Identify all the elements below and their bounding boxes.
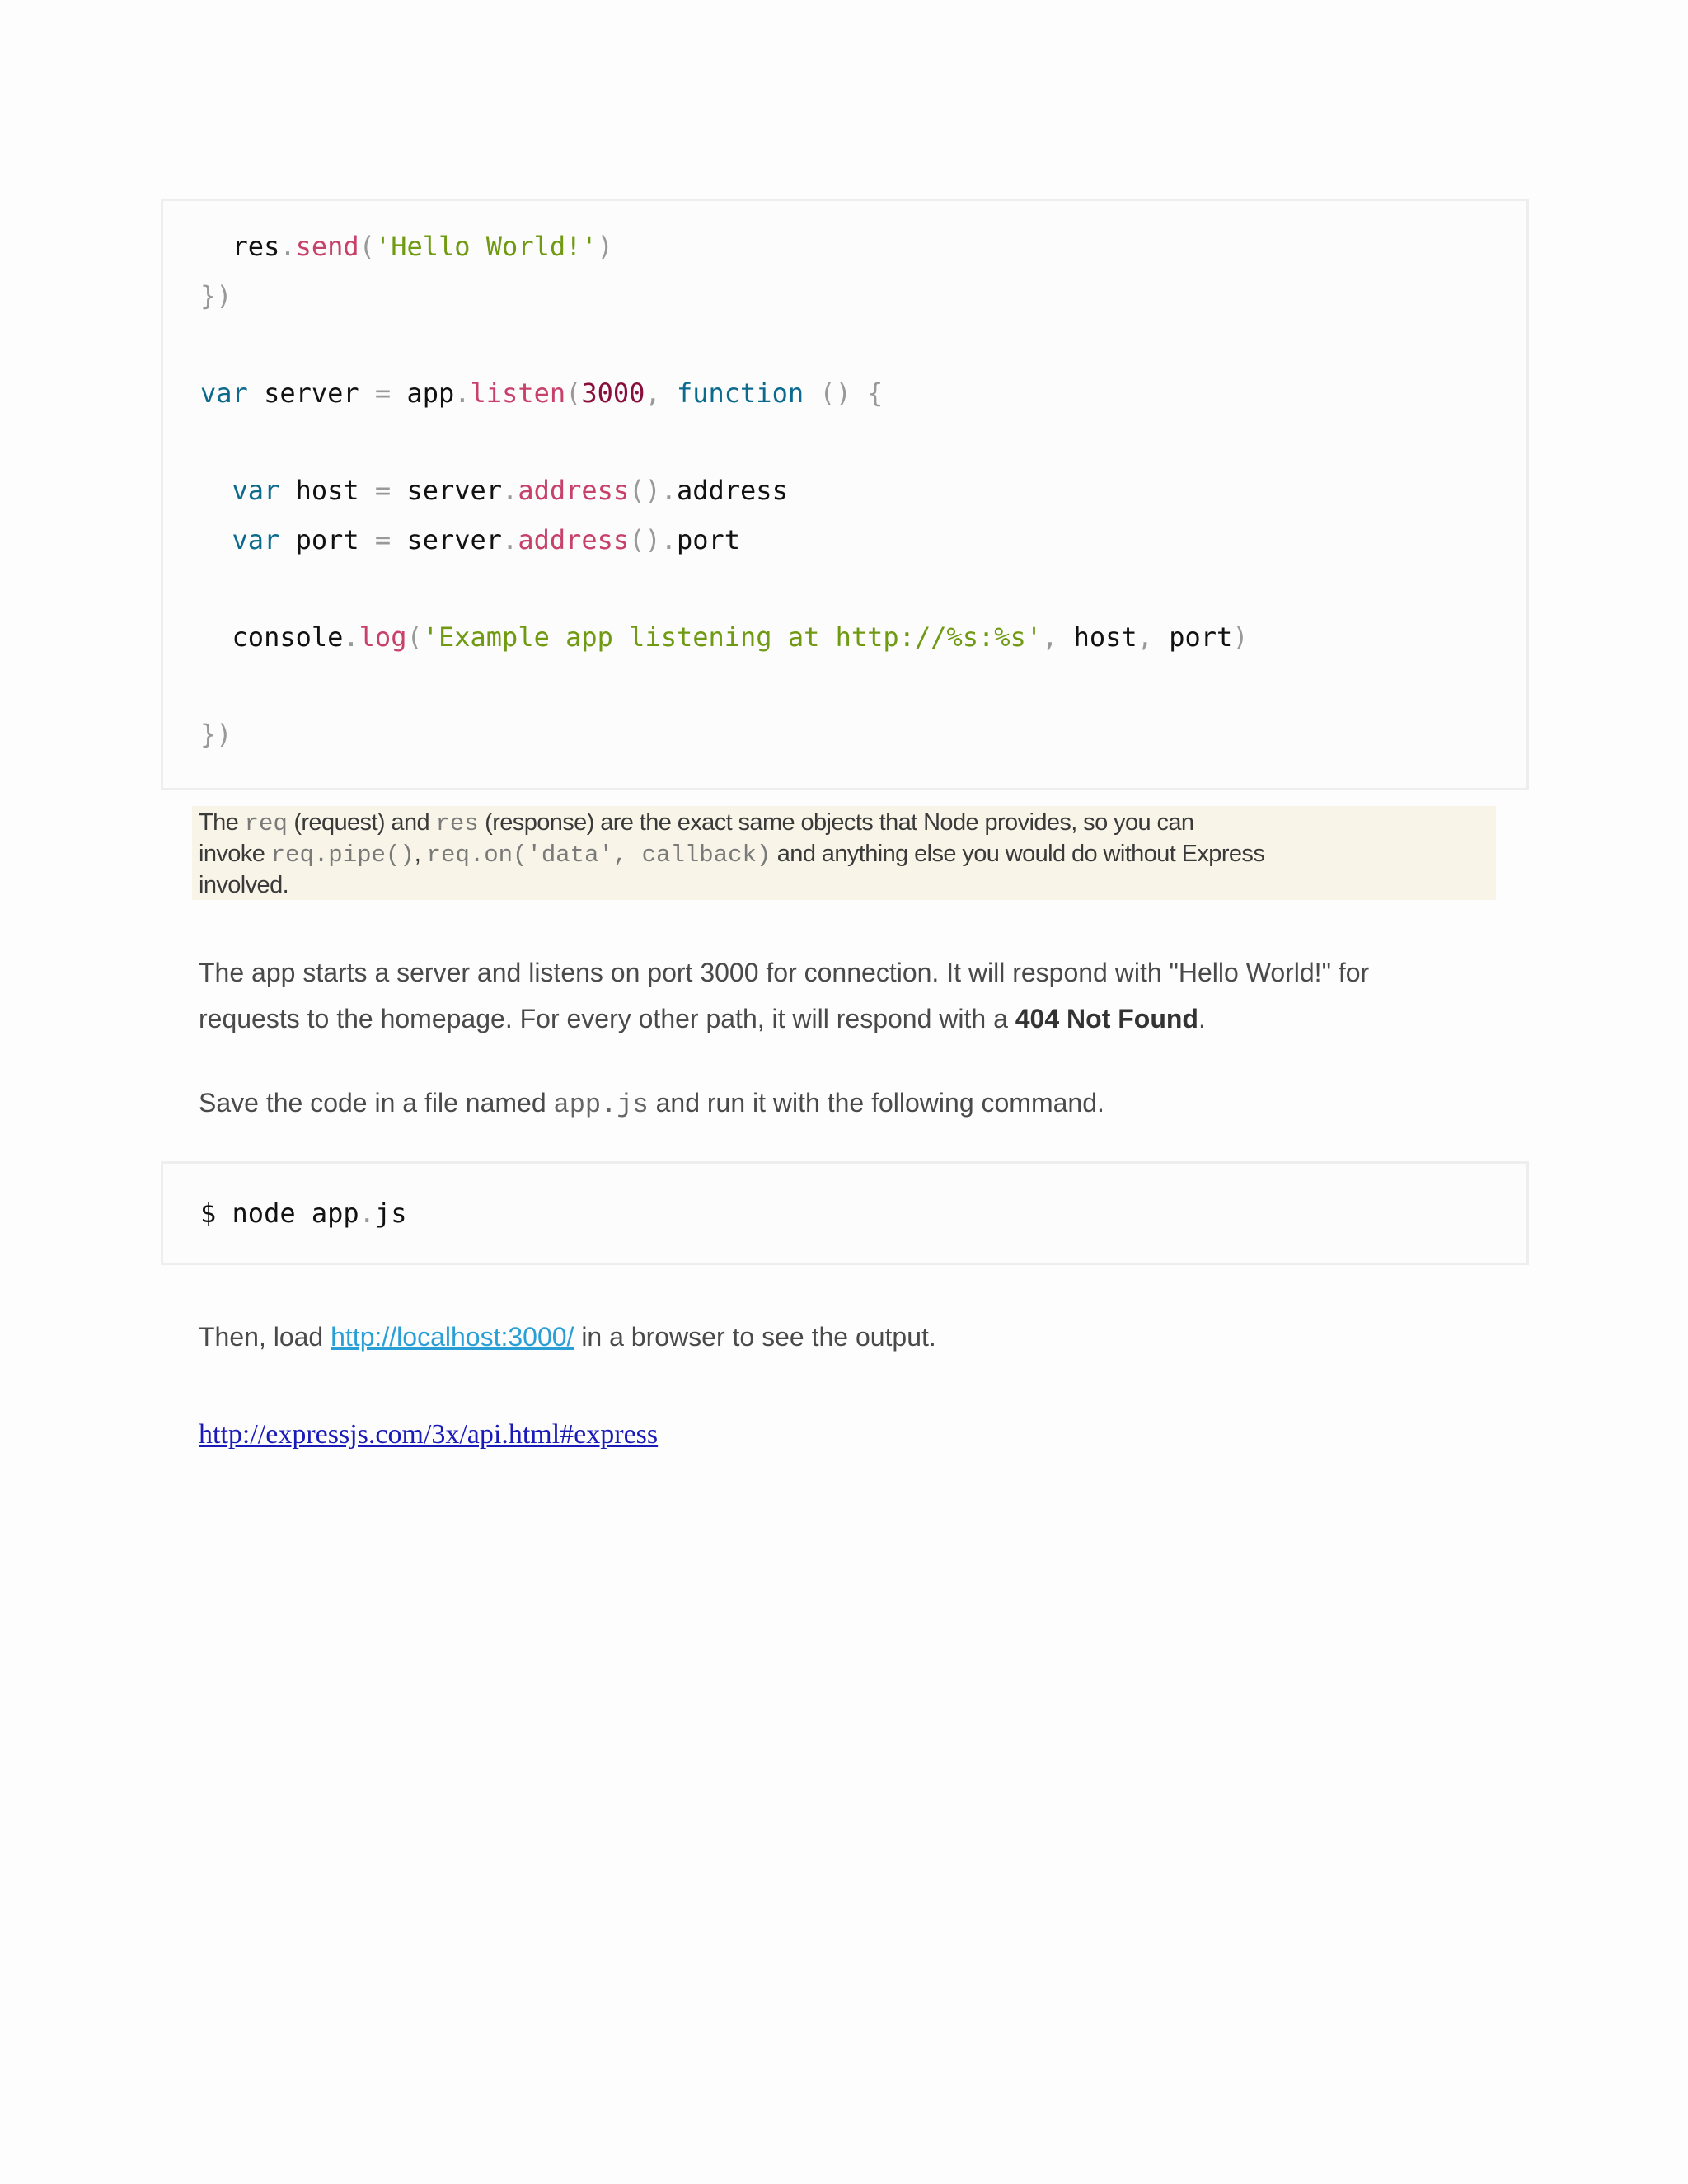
- code-token: address: [676, 475, 788, 506]
- code-line: [200, 278, 232, 314]
- code-token: $ node app: [200, 1197, 359, 1229]
- code-token: js: [374, 1197, 407, 1229]
- code-line: [200, 228, 613, 265]
- code-token: ): [597, 231, 613, 262]
- paragraph-save-code: [199, 1080, 1104, 1128]
- inline-code: res: [435, 810, 479, 837]
- code-line: [200, 716, 232, 752]
- info-note: [192, 806, 1496, 900]
- code-token: .: [359, 1197, 375, 1229]
- code-token: server: [391, 524, 503, 555]
- note-text: ,: [414, 841, 427, 867]
- code-token: var: [200, 475, 280, 506]
- note-line-1: [199, 808, 1489, 839]
- note-text: invoke: [199, 841, 271, 867]
- note-text: (request) and: [287, 809, 436, 836]
- code-block-run-command: [161, 1161, 1529, 1265]
- code-token: send: [295, 231, 359, 262]
- code-token: port: [1152, 621, 1233, 653]
- inline-code: req.on('data', callback): [426, 841, 771, 869]
- note-text: The: [199, 809, 245, 836]
- code-token: =: [374, 524, 392, 555]
- code-token: listen: [470, 377, 566, 409]
- localhost-link[interactable]: http://localhost:3000/: [331, 1322, 574, 1352]
- note-text: and anything else you would do without Express: [771, 841, 1265, 867]
- code-token: ,: [1042, 621, 1058, 653]
- code-token: () {: [819, 377, 884, 409]
- paragraph-line: [199, 996, 1369, 1042]
- paragraph-text: requests to the homepage. For every other path, it will respond with a: [199, 1004, 1015, 1033]
- code-token: =: [374, 377, 392, 409]
- code-token: ().: [629, 524, 677, 555]
- code-block-app-listen: [161, 199, 1529, 790]
- inline-code: req: [244, 810, 288, 837]
- code-token: console: [200, 621, 344, 653]
- paragraph-text: Then, load: [199, 1322, 331, 1352]
- code-token: 3000: [581, 377, 645, 409]
- code-token: ().: [629, 475, 677, 506]
- code-token: (: [406, 621, 423, 653]
- code-token: 'Example app listening at http://%s:%s': [422, 621, 1043, 653]
- code-token: host: [279, 475, 375, 506]
- code-token: host: [1057, 621, 1137, 653]
- paragraph-text: Save the code in a file named: [199, 1088, 554, 1118]
- paragraph-text: .: [1198, 1004, 1206, 1033]
- code-token: 'Hello World!': [374, 231, 598, 262]
- code-token: log: [359, 621, 407, 653]
- code-token: .: [279, 231, 296, 262]
- code-line: [200, 375, 883, 411]
- code-token: var: [200, 524, 280, 555]
- paragraph-line: The app starts a server and listens on port 3000 for connection. It will respond with "Hello World!" for: [199, 958, 1370, 987]
- code-token: }): [200, 719, 232, 750]
- code-token: address: [518, 524, 630, 555]
- code-token: [661, 377, 677, 409]
- paragraph-text: in a browser to see the output.: [574, 1322, 936, 1352]
- code-token: [804, 377, 819, 409]
- code-token: address: [518, 475, 630, 506]
- code-token: (: [565, 377, 582, 409]
- code-token: .: [502, 524, 518, 555]
- note-line-3: [199, 870, 1489, 901]
- paragraph-text: and run it with the following command.: [648, 1088, 1104, 1118]
- paragraph-load-browser: [199, 1314, 936, 1360]
- code-token: .: [343, 621, 359, 653]
- code-token: app: [391, 377, 455, 409]
- code-token: port: [676, 524, 741, 555]
- code-line: [200, 619, 1249, 655]
- code-token: ,: [645, 377, 661, 409]
- note-text: (response) are the exact same objects that Node provides, so you can: [478, 809, 1194, 836]
- code-line: [200, 522, 740, 558]
- note-line-2: [199, 839, 1489, 870]
- code-token: ,: [1137, 621, 1153, 653]
- code-token: =: [374, 475, 392, 506]
- inline-code: req.pipe(): [270, 841, 415, 869]
- code-token: server: [247, 377, 375, 409]
- code-token: function: [676, 377, 804, 409]
- note-text: involved.: [199, 872, 289, 898]
- code-line: [200, 1195, 406, 1231]
- inline-code: app.js: [553, 1090, 649, 1120]
- code-token: port: [279, 524, 375, 555]
- code-token: .: [502, 475, 518, 506]
- code-token: ): [1232, 621, 1249, 653]
- code-token: var: [200, 377, 248, 409]
- code-token: res: [200, 231, 280, 262]
- express-api-reference-link[interactable]: http://expressjs.com/3x/api.html#express: [199, 1419, 659, 1450]
- bold-text: 404 Not Found: [1015, 1004, 1198, 1033]
- code-token: server: [391, 475, 503, 506]
- code-token: .: [454, 377, 471, 409]
- code-token: (: [359, 231, 375, 262]
- code-token: }): [200, 280, 232, 312]
- code-line: [200, 472, 788, 509]
- paragraph-server-description: [199, 949, 1369, 1042]
